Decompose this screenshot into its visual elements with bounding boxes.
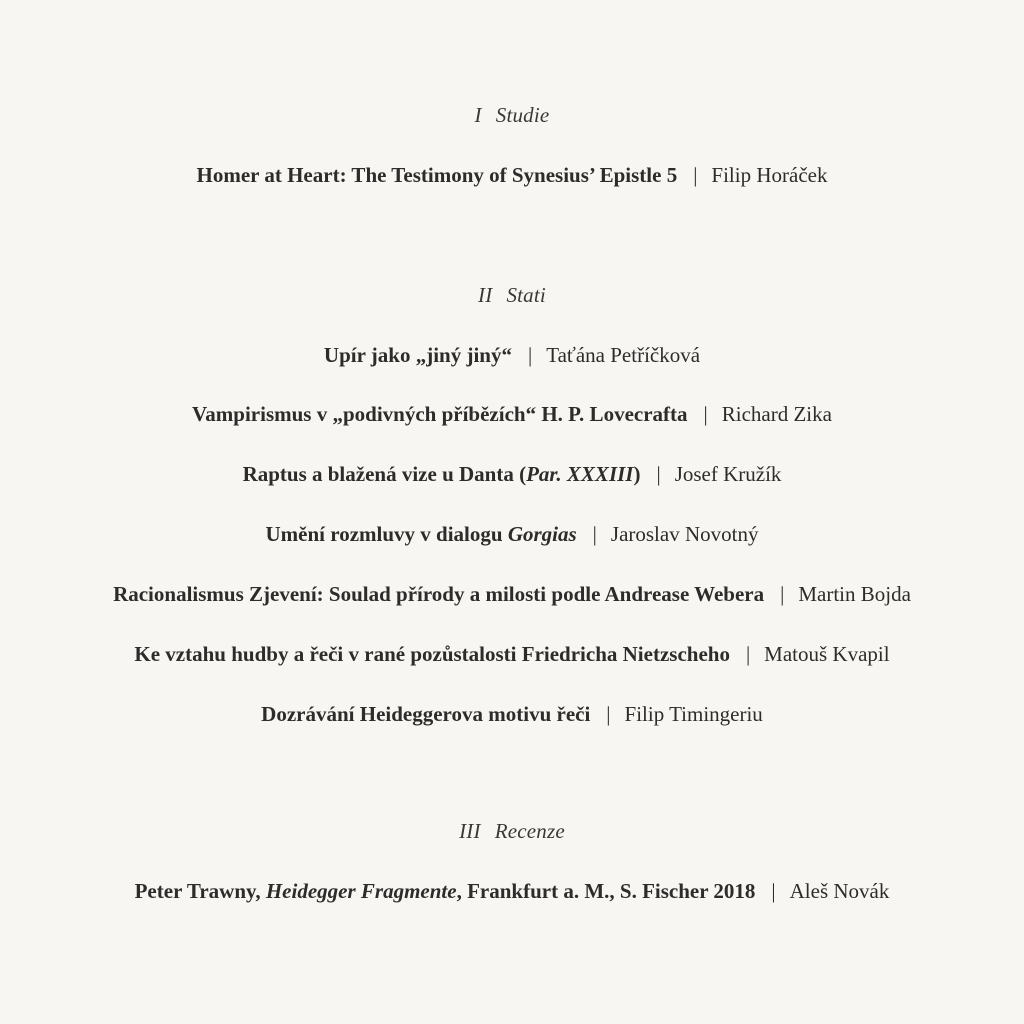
section-number: III	[459, 819, 481, 843]
entry-title: Dozrávání Heideggerova motivu řeči	[261, 702, 591, 726]
toc-entry	[0, 879, 1024, 904]
entry-separator: |	[693, 163, 698, 187]
toc-entry	[0, 163, 1024, 188]
entry-title: Ke vztahu hudby a řeči v rané pozůstalosti Friedricha Nietzscheho	[134, 642, 730, 666]
toc-entry	[0, 642, 1024, 667]
entry-separator: |	[771, 879, 776, 903]
toc-entry	[0, 462, 1024, 487]
entry-author: Matouš Kvapil	[764, 642, 890, 666]
entry-separator: |	[703, 402, 708, 426]
entry-author: Taťána Petříčková	[546, 343, 701, 367]
entry-title: Raptus a blažená vize u Danta (Par. XXXIII)	[242, 462, 641, 486]
entry-title: Racionalismus Zjevení: Soulad přírody a milosti podle Andrease Webera	[113, 582, 765, 606]
section-heading-stati	[0, 283, 1024, 308]
entry-author: Martin Bojda	[798, 582, 911, 606]
toc-entry	[0, 402, 1024, 427]
toc-entry	[0, 343, 1024, 368]
section-heading-studie	[0, 103, 1024, 128]
entry-author: Richard Zika	[721, 402, 832, 426]
entry-separator: |	[745, 642, 751, 666]
entry-separator: |	[606, 702, 611, 726]
section-name: Stati	[506, 283, 546, 307]
entry-author: Jaroslav Novotný	[610, 522, 759, 546]
entry-title: Vampirismus v „podivných příbězích“ H. P. Lovecrafta	[192, 402, 688, 426]
section-number: I	[474, 103, 482, 127]
entry-title: Homer at Heart: The Testimony of Synesius’ Epistle 5	[196, 163, 678, 187]
entry-title: Upír jako „jiný jiný“	[323, 343, 512, 367]
entry-author: Filip Timingeriu	[624, 702, 763, 726]
entry-separator: |	[592, 522, 597, 546]
entry-separator: |	[527, 343, 533, 367]
toc-entry	[0, 582, 1024, 607]
entry-title: Peter Trawny, Heidegger Fragmente, Frankfurt a. M., S. Fischer 2018	[134, 879, 756, 903]
entry-author: Josef Kružík	[674, 462, 782, 486]
section-number: II	[478, 283, 493, 307]
entry-separator: |	[656, 462, 661, 486]
section-heading-recenze	[0, 819, 1024, 844]
toc-entry	[0, 522, 1024, 547]
section-name: Recenze	[494, 819, 565, 843]
entry-separator: |	[780, 582, 785, 606]
section-name: Studie	[495, 103, 550, 127]
toc-entry	[0, 702, 1024, 727]
entry-author: Aleš Novák	[789, 879, 890, 903]
entry-author: Filip Horáček	[711, 163, 828, 187]
entry-title: Umění rozmluvy v dialogu Gorgias	[265, 522, 577, 546]
